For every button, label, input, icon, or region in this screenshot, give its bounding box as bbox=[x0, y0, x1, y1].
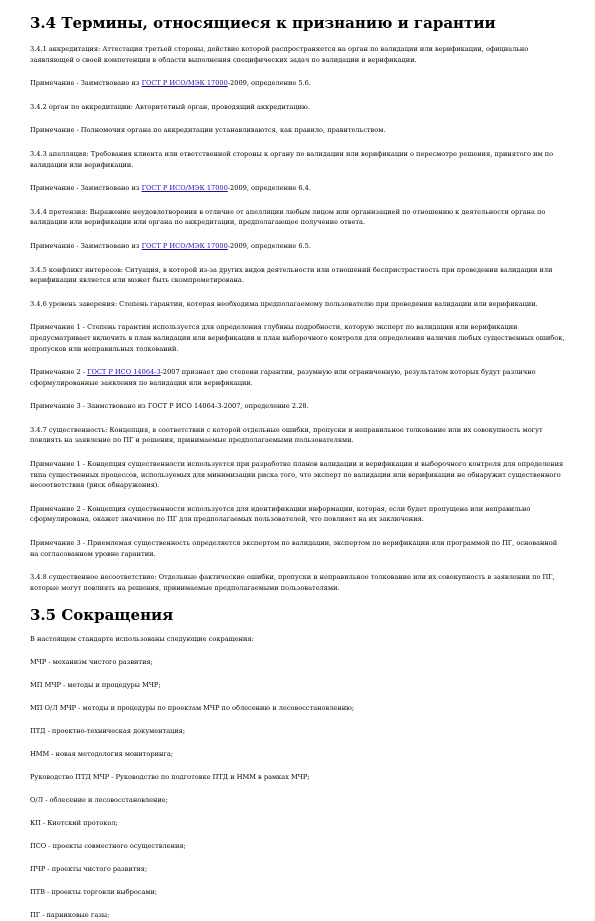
standard-link[interactable]: ГОСТ Р ИСО/МЭК 17000 bbox=[141, 79, 228, 88]
list-item: ПГ - парниковые газы; bbox=[30, 911, 110, 920]
note-3-4-1: Примечание - Заимствовано из ГОСТ Р ИСО/МЭК 17000-2009, определение 5.6. bbox=[30, 79, 311, 88]
list-item: О/Л - облесение и лесовосстановление; bbox=[30, 796, 168, 805]
standard-link[interactable]: ГОСТ Р ИСО/МЭК 17000 bbox=[141, 241, 228, 250]
note-3-4-7-3: Примечание 3 - Приемлемая существенность определяется экспертом по валидации, экспертом по верификации или программой по ПГ, основанной на согласованном уровне гарантии. bbox=[30, 539, 558, 558]
list-item: ПСО - проекты совместного осуществления; bbox=[30, 842, 186, 851]
note-3-4-6-2: Примечание 2 - ГОСТ Р ИСО 14064-3-2007 признает две степени гарантии, разумную или ограниченную, результатом которых будут различно сформулированные заявления по валидации или верификации. bbox=[30, 368, 536, 387]
note-3-4-7-1: Примечание 1 - Концепция существенности используется при разработке планов валидации и верификации и выборочного контроля для определения типа существенных процессов, используемых для минимизации риска того, что эксперт по валидации или верификации не обнаружит существенного несоответствия (риск обнаружения). bbox=[30, 460, 564, 490]
list-item: МП О/Л МЧР - методы и процедуры по проектам МЧР по облесению и лесовосстановлению; bbox=[30, 704, 355, 713]
term-3-4-7: 3.4.7 существенность: Концепция, в соответствии с которой отдельные ошибки, пропуски и неправильное толкование или их совокупность могут повлиять на заявление по ПГ и решения, принимаемые предполагаемыми пользователями. bbox=[30, 425, 543, 445]
abbreviations-intro: В настоящем стандарте использованы следующие сокращения: bbox=[30, 635, 254, 644]
note-3-4-3: Примечание - Заимствовано из ГОСТ Р ИСО/МЭК 17000-2009, определение 6.4. bbox=[30, 184, 311, 193]
term-3-4-3: 3.4.3 апелляция: Требования клиента или ответственной стороны к органу по валидации или верификации о пересмотре решения, принятого им по валидации или верификации. bbox=[30, 149, 554, 169]
section-3-5-heading: 3.5 Сокращения bbox=[30, 606, 174, 625]
list-item: ПТД - проектно-техническая документация; bbox=[30, 727, 186, 736]
standard-link[interactable]: ГОСТ Р ИСО 14064-3 bbox=[87, 368, 161, 377]
list-item: МЧР - механизм чистого развития; bbox=[30, 658, 153, 667]
list-item: ПЧР - проекты чистого развития; bbox=[30, 865, 148, 874]
term-3-4-4: 3.4.4 претензия: Выражение неудовлетворения в отличие от апелляции любым лицом или организацией по отношению к деятельности органа по валидации или верификации или органа по аккредитации, предполагающее получение ответа. bbox=[30, 207, 546, 227]
term-3-4-8: 3.4.8 существенное несоответствие: Отдельные фактические ошибки, пропуски и неправильное толкование или их совокупность в заявлении по ПГ, которые могут повлиять на решения, принимаемые предполагаемыми пользователями. bbox=[30, 573, 555, 592]
note-3-4-6-1: Примечание 1 - Степень гарантии используется для определения глубины подробности, которую эксперт по валидации или верификации предусматривает включить в план валидации или верификации и план выборочного контроля для определения наличия любых существенных ошибок, пропусков или неправильных толкований. bbox=[30, 323, 565, 353]
note-3-4-4: Примечание - Заимствовано из ГОСТ Р ИСО/МЭК 17000-2009, определение 6.5. bbox=[30, 241, 311, 250]
note-3-4-6-3: Примечание 3 - Заимствовано из ГОСТ Р ИСО 14064-3-2007, определение 2.28. bbox=[30, 402, 309, 411]
section-3-4-heading: 3.4 Термины, относящиеся к признанию и гарантии bbox=[30, 14, 496, 32]
standard-link[interactable]: ГОСТ Р ИСО/МЭК 17000 bbox=[141, 184, 228, 193]
list-item: НММ - новая методология мониторинга; bbox=[30, 750, 174, 759]
term-3-4-6: 3.4.6 уровень заверения: Степень гарантии, которая необходима предполагаемому пользователю при проведении валидации или верификации. bbox=[30, 299, 538, 308]
list-item: ПТВ - проекты торговли выбросами; bbox=[30, 888, 158, 897]
abbreviations-list bbox=[30, 634, 565, 920]
note-3-4-7-2: Примечание 2 - Концепция существенности используется для идентификации информации, которая, если будет пропущена или неправильно сформулирована, окажет значимое по ПГ для предполагаемых пользователей, что повлияет на их заключения. bbox=[30, 504, 531, 524]
note-3-4-2: Примечание - Полномочия органа по аккредитации устанавливаются, как правило, правительством. bbox=[30, 126, 386, 135]
list-item: КП - Киотский протокол; bbox=[30, 819, 118, 828]
term-3-4-1: 3.4.1 аккредитация: Аттестация третьей стороны, действие которой распространяется на орган по валидации или верификации, официально заявляющей о своей компетенции в области выполнения специфических задач по валидации и верификации. bbox=[30, 45, 529, 64]
list-item: МП МЧР - методы и процедуры МЧР; bbox=[30, 681, 161, 690]
term-3-4-2: 3.4.2 орган по аккредитации: Авторитетный орган, проводящий аккредитацию. bbox=[30, 102, 310, 111]
term-3-4-5: 3.4.5 конфликт интересов: Ситуация, в которой из-за других видов деятельности или отношений беспристрастность при проведении валидации или верификации является или может быть скомпрометирована. bbox=[30, 265, 553, 285]
list-item: Руководство ПТД МЧР - Руководство по подготовке ПТД и НММ в рамках МЧР; bbox=[30, 773, 310, 782]
